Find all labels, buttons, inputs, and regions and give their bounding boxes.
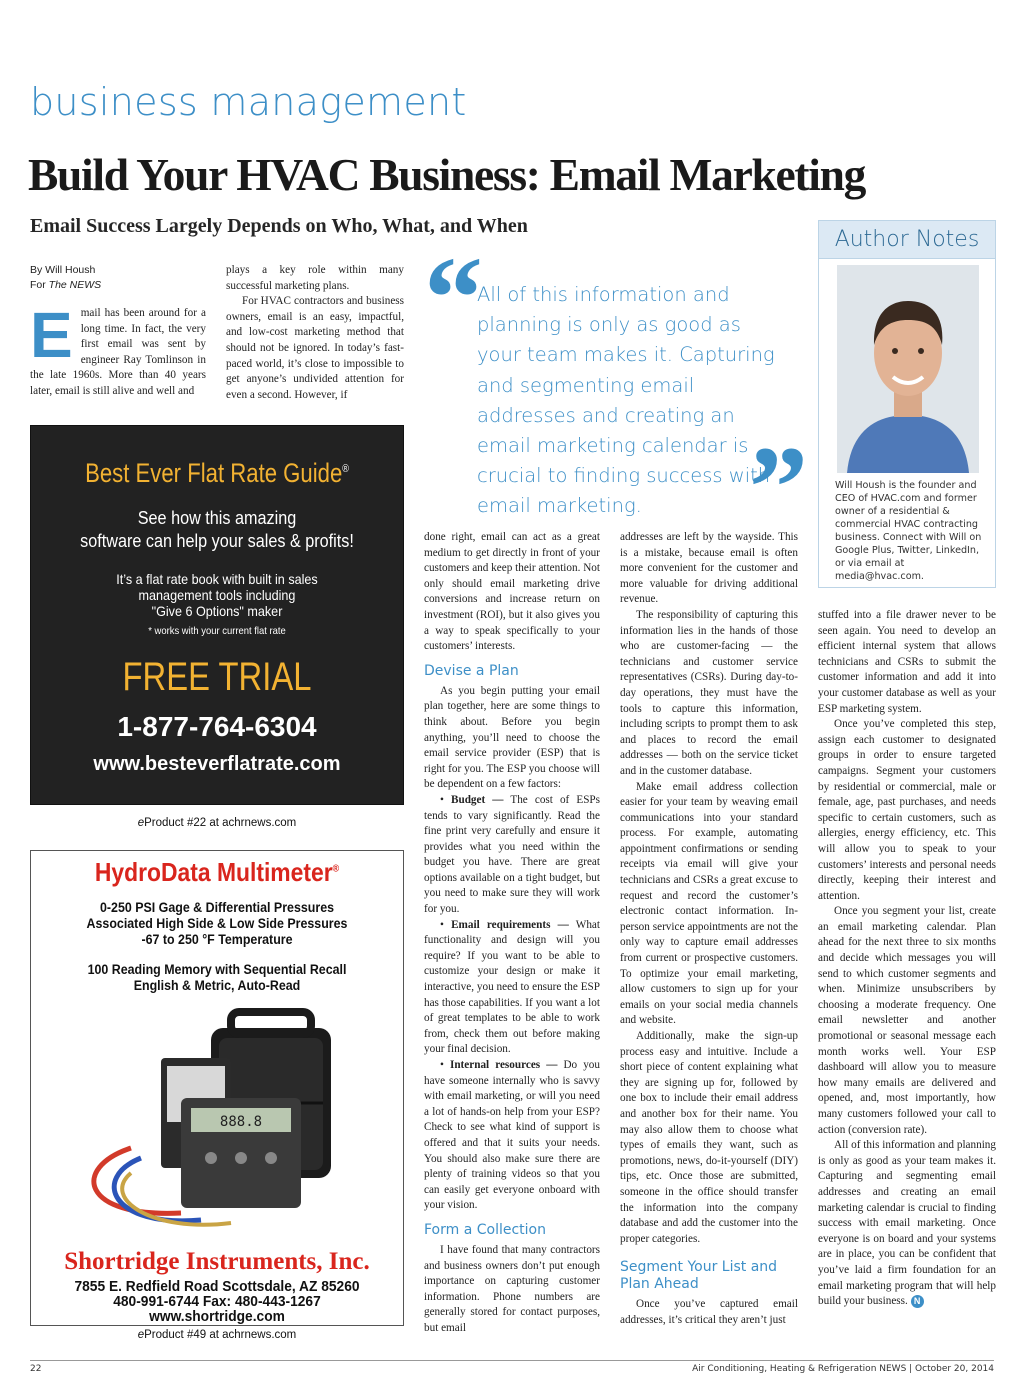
col5-p2: Once you’ve completed this step, assign each customer to designated groups in order to ensure targeted campaigns. Segment your customers by residential or commercial, male or female, age, past purchases, and needs specific to certain customers, such as allergies, energy efficiency, etc. This will allow you to speak to your customers’ interests and personal needs directly, keeping their interest and attention. bbox=[818, 718, 996, 902]
ad1-eproduct[interactable]: eProduct #22 at achrnews.com bbox=[137, 817, 297, 829]
pull-quote-text: All of this information and planning is only as good as your team makes it. Capturing and segmenting email addresses and creating an email marketing calendar is crucial to finding success with email marketing. bbox=[477, 283, 775, 518]
ad1-pitch: See how this amazing software can help your sales & profits! bbox=[80, 508, 354, 551]
page-number: 22 bbox=[30, 1364, 42, 1374]
ad2-title: HydroData Multimeter® bbox=[94, 857, 340, 887]
ad2-contact: 7855 E. Redfield Road Scottsdale, AZ 85260 480-991-6744 Fax: 480-443-1267 www.shortridge.com bbox=[74, 1279, 360, 1325]
col4-p2: The responsibility of capturing this information lies in the hands of those who are customer-facing — the technicians and customer service representatives (CSRs). During day-to-day operations, they must have the tools to capture this information, including scripts to prompt them to ask and places to record the email addresses — both on the service ticket and in the customer database. bbox=[620, 608, 798, 777]
ad2-company: Shortridge Instruments, Inc. bbox=[64, 1248, 370, 1275]
bullet-budget: • Budget — The cost of ESPs tends to vary significantly. Read the fine print very carefully and ensure it provides what you need within the budget you have. There are great options available on a tight budget, but you need to make sure they will work for you. bbox=[424, 793, 600, 916]
bullet-email-requirements: • Email requirements — What functionality and design will you require? If you want to be able to customize your design or make it interactive, you need to ensure the ESP has those capabilities. If you want a lot of great templates to be able to work from, check them out before making your final decision. bbox=[424, 918, 601, 1056]
byline-author: By Will Housh bbox=[30, 264, 96, 276]
ad1-url: www.besteverflatrate.com bbox=[93, 753, 341, 775]
author-photo bbox=[837, 265, 979, 473]
headline: Build Your HVAC Business: Email Marketing bbox=[28, 149, 866, 200]
close-quote-icon: ” bbox=[749, 422, 808, 553]
svg-text:888.8: 888.8 bbox=[219, 1114, 263, 1130]
ad-hydrodata-multimeter[interactable] bbox=[30, 850, 404, 1326]
col5-p4: All of this information and planning is only as good as your team makes it. Capturing and segmenting email addresses and creating an email marketing calendar is crucial to finding success with email marketing. Once everyone is on board and your systems are in place, you can be confident that you’ve laid a firm foundation for an email marketing program that will help build your business. N bbox=[818, 1139, 996, 1308]
ad1-cta: FREE TRIAL bbox=[122, 655, 312, 699]
article-col2 bbox=[226, 263, 404, 403]
col4-p5: Once you’ve captured email addresses, it’s critical they aren’t just bbox=[620, 1298, 798, 1326]
ad1-title: Best Ever Flat Rate Guide® bbox=[85, 458, 349, 488]
end-mark-icon: N bbox=[911, 1295, 924, 1308]
ad1-features: It’s a flat rate book with built in sales management tools including "Give 6 Options" maker bbox=[116, 571, 318, 619]
multimeter-product-image bbox=[31, 998, 403, 1248]
deck: Email Success Largely Depends on Who, What, and When bbox=[30, 215, 528, 237]
dropcap: E bbox=[30, 299, 73, 371]
ad1-note: * works with your current flat rate bbox=[148, 625, 286, 637]
col1-p1: mail has been around for a long time. In fact, the very first email was sent by engineer Ray Tomlinson in the late 1960s. More than 40 years later, email is still alive and well and bbox=[30, 307, 206, 397]
col3-p1: done right, email can act as a great medium to get directly in front of your customers and keep their attention. Not only should email marketing drive conversions and increase return on investment (ROI), but it also gives you a way to speak specifically to your customers’ interests. bbox=[424, 531, 600, 653]
article-col1 bbox=[30, 299, 206, 400]
article-col3 bbox=[424, 530, 600, 1337]
col4-p4: Additionally, make the sign-up process easy and intuitive. Include a short piece of content explaining what they are signing up for, followed by one box to include their email address and another box for their name. You may also allow them to choose what types of emails they want, such as promotions, news, do-it-yourself (DIY) tips, etc. Once those are submitted, someone in the office should transfer the information into the company database and add the customer into the proper categories. bbox=[620, 1030, 798, 1245]
col4-p3: Make email address collection easier for your team by weaving email communications into your standard process. For example, automating appointment confirmations or sending receipts via email will give your technicians and CSRs a great excuse to request and record the customer’s electronic contact information. In-person service appointments are not the only way to capture email addresses from current or prospective customers. To optimize your email marketing, allow customers to sign up for your emails on your social media channels and website. bbox=[620, 780, 798, 1027]
footer-rule bbox=[30, 1360, 994, 1361]
ad-flat-rate-guide[interactable] bbox=[30, 425, 404, 805]
article-col5 bbox=[818, 608, 996, 1310]
col3-p3: I have found that many contractors and business owners don’t put enough importance on capturing customer information. Phone numbers are generally stored for contact purposes, but email bbox=[424, 1243, 600, 1334]
author-notes-title: Author Notes bbox=[819, 221, 995, 259]
author-notes-box bbox=[818, 220, 996, 588]
byline bbox=[30, 263, 101, 293]
col5-p1: stuffed into a file drawer never to be seen again. You need to develop an efficient internal system that allows technicians and CSRs to submit the customer information and add it into your customer database as well as your ESP marketing system. bbox=[818, 609, 996, 715]
article-col4 bbox=[620, 530, 798, 1329]
col2-p2: For HVAC contractors and business owners, email is an easy, impactful, and low-cost marketing method that should not be ignored. In today’s fast-paced world, it’s close to impossible to get anyone’s undivided attention for even a second. However, if bbox=[226, 295, 404, 401]
ad2-specs: 0-250 PSI Gage & Differential Pressures Associated High Side & Low Side Pressures -67 to 250 °F Temperature 100 Reading Memory with Sequential Recall English & Metric, Auto-Read bbox=[86, 900, 348, 993]
byline-pub: For The NEWS bbox=[30, 279, 102, 291]
subhead-devise-plan: Devise a Plan bbox=[424, 662, 519, 679]
section-label: business management bbox=[30, 80, 467, 124]
bullet-internal-resources: • Internal resources — Do you have someone internally who is savvy with email marketing, or will you need a lot of hands-on help from your ESP? Check to see what kind of support is offered and that it suits your needs. You should also make sure there are plenty of training videos so that you can easily get everyone onboard with your vision. bbox=[424, 1059, 600, 1212]
col2-p1: plays a key role within many successful marketing plans. bbox=[226, 264, 404, 292]
subhead-segment-list: Segment Your List and Plan Ahead bbox=[620, 1259, 778, 1293]
pull-quote bbox=[424, 232, 808, 553]
open-quote-icon: “ bbox=[424, 232, 483, 363]
col4-p1: addresses are left by the wayside. This is a mistake, because email is often more convenient for the customer and more valuable for driving additional revenue. bbox=[620, 531, 798, 606]
ad2-eproduct[interactable]: eProduct #49 at achrnews.com bbox=[137, 1329, 297, 1341]
subhead-form-collection: Form a Collection bbox=[424, 1221, 546, 1238]
footer-publication: Air Conditioning, Heating & Refrigeration NEWS | October 20, 2014 bbox=[692, 1364, 994, 1374]
col5-p3: Once you segment your list, create an email marketing calendar. Plan ahead for the next three to six months and decide which messages you will send to which customer segments and when. Minimize unsubscribers by choosing a moderate frequency. One email newsletter and another promotional or seasonal message each month works well. Your ESP dashboard will allow you to measure how many emails are delivered and opened, and, most importantly, how many customers followed your call to action (conversion rate). bbox=[818, 905, 996, 1136]
author-bio: Will Housh is the founder and CEO of HVAC.com and former owner of a residential & commercial HVAC contracting business. Connect with Will on Google Plus, Twitter, LinkedIn, or via email at media@hvac.com. bbox=[835, 480, 982, 582]
ad1-phone: 1-877-764-6304 bbox=[117, 711, 317, 742]
col3-p2: As you begin putting your email plan together, here are some things to think about. Before you begin anything, you’ll need to choose the email service provider (ESP) that is right for you. The ESP you choose will be dependent on a few factors: bbox=[424, 684, 600, 791]
